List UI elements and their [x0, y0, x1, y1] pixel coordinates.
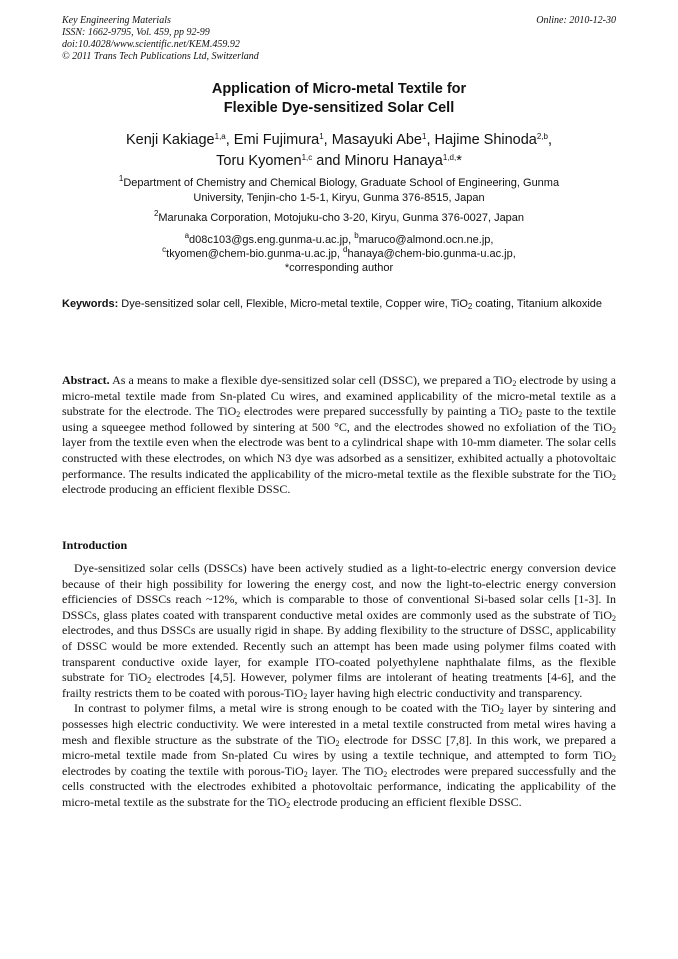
- introduction-body: [62, 561, 616, 811]
- author-sup: 2,b: [536, 132, 548, 141]
- keywords: [62, 297, 616, 312]
- abstract-text: As a means to make a flexible dye-sensitized solar cell (DSSC), we prepared a TiO: [109, 373, 513, 387]
- author-sup: 1: [422, 132, 427, 141]
- subscript: 2: [147, 676, 152, 686]
- paragraph: Dye-sensitized solar cells (DSSCs) have been actively studied as a light-to-electric energy conversion device because of their high possibility for lowering the energy cost, and now the light-to-electric energy conversion efficiencies of DSSCs reach ~12%, which is comparable to those of conventional Si-based solar cells [1-3]. In DSSCs, glass plates coated with transparent conductive metal oxides are commonly used as the substrate of TiO$_2$ electrodes, and thus DSSCs are usually rigid in shape. By adding flexibility to the structure of DSSC, applicability of DSSC would be more extended. Recently such an attempt has been made using polymer films coated with transparent conductive oxide layer, for example ITO-coated polyethylene naphthalate films, as the flexible substrate for TiO$_2$ electrodes [4,5]. However, polymer films are intolerant of heating treatments [4-6], and the frailty restricts them to be coated with porous-TiO$_2$ layer having high electric conductivity and transparency.: [62, 561, 616, 701]
- email-b: maruco@almond.ocn.ne.jp,: [358, 234, 494, 246]
- doi-line: doi:10.4028/www.scientific.net/KEM.459.92: [62, 39, 240, 50]
- email-a: d08c103@gs.eng.gunma-u.ac.jp,: [189, 234, 355, 246]
- author-name: , Masayuki Abe: [323, 132, 422, 148]
- subscript: 2: [467, 302, 473, 311]
- email-sup: c: [162, 245, 167, 254]
- email-sup: d: [343, 245, 348, 254]
- abstract-text: electrode by using a micro-metal textile made from Sn-plated Cu wires, and examined applicability of the micro-metal textile as a substrate for the electrode. The TiO: [62, 373, 616, 419]
- subscript: 2: [612, 425, 616, 435]
- author-sup: 1,d,: [442, 153, 457, 162]
- issn-line: ISSN: 1662-9795, Vol. 459, pp 92-99: [62, 27, 210, 38]
- email-sup: b: [354, 231, 359, 240]
- email-d: hanaya@chem-bio.gunma-u.ac.jp,: [347, 248, 516, 260]
- abstract-text: electrode producing an efficient flexible DSSC.: [62, 482, 291, 497]
- copyright-line: © 2011 Trans Tech Publications Ltd, Switzerland: [62, 51, 259, 62]
- author-name: , Emi Fujimura: [225, 132, 320, 148]
- subscript: 2: [236, 410, 241, 420]
- email-block: [62, 233, 616, 275]
- keywords-text: Dye-sensitized solar cell, Flexible, Micro-metal textile, Copper wire, TiO: [118, 298, 468, 310]
- subscript: 2: [303, 691, 308, 701]
- subscript: 2: [303, 769, 308, 779]
- abstract-text: electrodes were prepared successfully by painting a TiO: [240, 404, 519, 419]
- corresponding-author-note: *corresponding author: [284, 262, 394, 274]
- subscript: 2: [612, 613, 616, 623]
- corresponding-star: *: [456, 153, 462, 169]
- affiliation-1: [62, 176, 616, 206]
- subscript: 2: [512, 379, 517, 388]
- affiliation-1-line-2: University, Tenjin-cho 1-5-1, Kiryu, Gunma 376-8515, Japan: [193, 192, 485, 204]
- subscript: 2: [335, 738, 340, 748]
- keywords-text: coating, Titanium alkoxide: [472, 298, 603, 310]
- author-name: Toru Kyomen: [216, 153, 302, 169]
- abstract: [62, 373, 616, 498]
- author-name: and Minoru Hanaya: [312, 153, 443, 169]
- keywords-label: Keywords:: [62, 298, 119, 310]
- author-name: , Hajime Shinoda: [426, 132, 537, 148]
- subscript: 2: [612, 472, 616, 482]
- author-list: [62, 130, 616, 172]
- affiliation-sup: 2: [153, 209, 159, 218]
- affiliation-2-text: Marunaka Corporation, Motojuku-cho 3-20, Kiryu, Gunma 376-0027, Japan: [158, 212, 525, 224]
- author-sup: 1: [319, 132, 324, 141]
- online-date: Online: 2010-12-30: [536, 15, 616, 26]
- author-sup: 1,a: [214, 132, 226, 141]
- journal-header: [62, 15, 616, 63]
- affiliation-2: [62, 211, 616, 226]
- author-name: Kenji Kakiage: [125, 132, 215, 148]
- author-line-2: [62, 151, 616, 172]
- subscript: 2: [499, 707, 504, 717]
- affiliation-1-line-1: Department of Chemistry and Chemical Biology, Graduate School of Engineering, Gunma: [123, 177, 560, 189]
- author-line-1: [62, 130, 616, 151]
- email-c: tkyomen@chem-bio.gunma-u.ac.jp,: [166, 248, 344, 260]
- subscript: 2: [286, 800, 291, 810]
- abstract-text: layer from the textile even when the electrode was bent to a cylindrical shape with 10-mm diameter. The solar cells constructed with these electrodes, on which N3 dye was adsorbed as a sensitizer, exhibited actually a photovoltaic performance. The results indicated the applicability of the micro-metal textile as the flexible substrate for the TiO: [62, 435, 616, 481]
- paragraph: In contrast to polymer films, a metal wire is strong enough to be coated with the TiO$_2$ layer by sintering and possesses high electric conductivity. We were interested in a metal textile constructed from metal wires having a mesh and flexible structure as the substrate of the TiO$_2$ electrode for DSSC [7,8]. In this work, we prepared a micro-metal textile made from Sn-plated Cu wires by using a textile technique, and attempted to form TiO$_2$ electrodes by coating the textile with porous-TiO$_2$ layer. The TiO$_2$ electrodes were prepared successfully and the cells constructed with the electrodes exhibited a photovoltaic performance, indicating the applicability of the micro-metal textile as the substrate for the TiO$_2$ electrode producing an efficient flexible DSSC.: [62, 701, 616, 810]
- subscript: 2: [383, 769, 388, 779]
- paper-title: [62, 80, 616, 118]
- abstract-text: paste to the textile using a squeegee method followed by sintering at 500 °C, and the electrodes showed no exfoliation of the TiO: [62, 404, 616, 434]
- title-line-1: Application of Micro-metal Textile for: [211, 81, 467, 97]
- subscript: 2: [518, 410, 523, 420]
- title-line-2: Flexible Dye-sensitized Solar Cell: [223, 100, 455, 116]
- section-heading-introduction: Introduction: [62, 538, 128, 552]
- journal-name: Key Engineering Materials: [62, 15, 171, 26]
- subscript: 2: [612, 754, 616, 764]
- email-sup: a: [184, 231, 190, 240]
- author-sup: 1,c: [301, 153, 313, 162]
- author-separator: ,: [548, 132, 553, 148]
- abstract-label: Abstract.: [62, 373, 110, 387]
- affiliation-sup: 1: [118, 174, 124, 183]
